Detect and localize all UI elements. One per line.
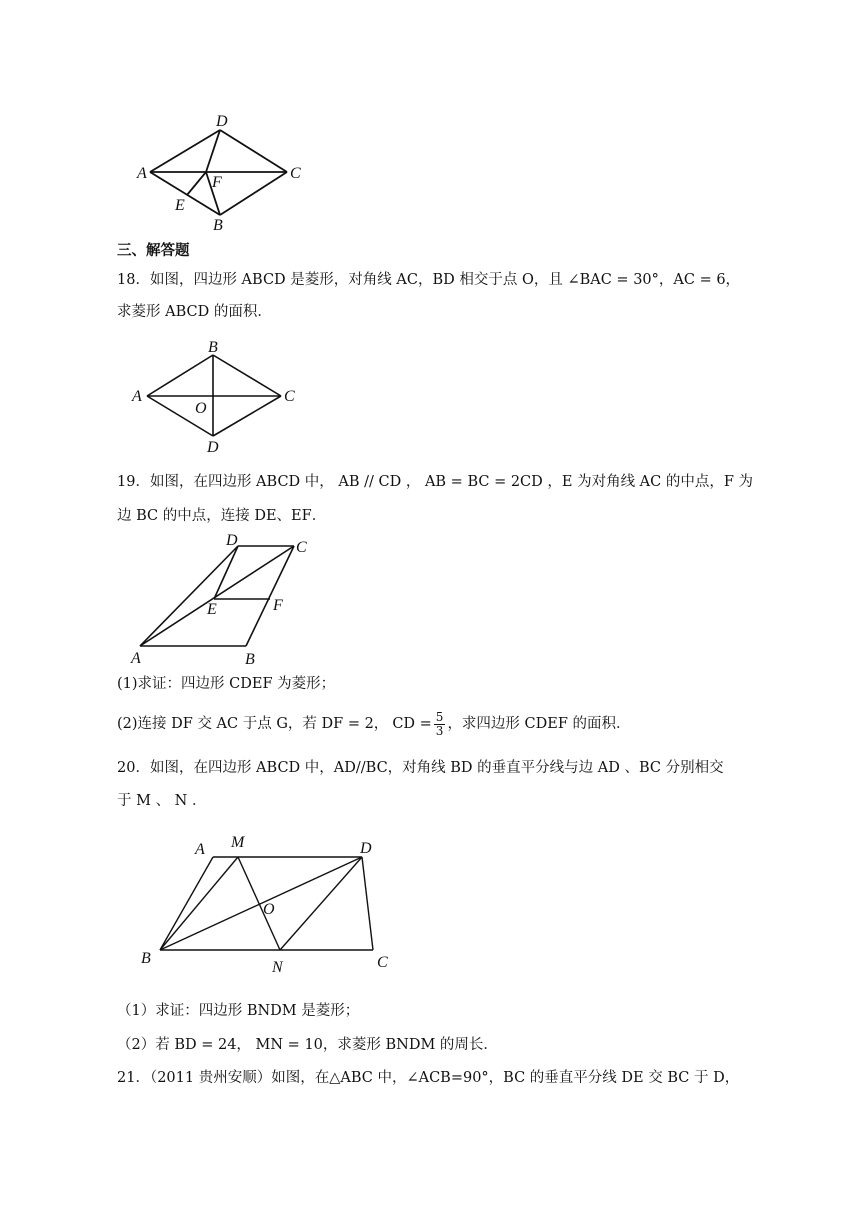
figure-q18: [128, 336, 306, 458]
figure-q20: [135, 826, 400, 976]
q18-line1: 18．如图，四边形 ABCD 是菱形，对角线 AC，BD 相交于点 O，且 ∠BAC = 30°，AC = 6，: [117, 272, 741, 288]
fig20-label-o: O: [263, 901, 275, 918]
fig20-label-m: M: [231, 834, 245, 851]
q19-part2-b: ，求四边形 CDEF 的面积．: [447, 716, 631, 732]
fig19-label-a: A: [131, 650, 141, 667]
fig18-label-o: O: [195, 400, 207, 417]
fig20-label-b: B: [141, 950, 151, 967]
q19-line1: 19．如图，在四边形 ABCD 中， AB // CD ， AB = BC = 2CD ，E 为对角线 AC 的中点，F 为: [117, 474, 754, 490]
fig18-label-a: A: [132, 388, 142, 405]
section-heading: 三、解答题: [117, 243, 190, 259]
q19-line2: 边 BC 的中点，连接 DE、EF．: [117, 508, 327, 524]
fig17-label-a: A: [137, 165, 147, 182]
fig19-label-b: B: [245, 651, 255, 668]
q20-line1: 20．如图，在四边形 ABCD 中，AD//BC，对角线 BD 的垂直平分线与边 AD 、BC 分别相交: [117, 760, 724, 776]
fig20-label-c: C: [377, 954, 388, 971]
q20-line2: 于 M 、 N ．: [117, 793, 207, 809]
fig17-label-f: F: [212, 174, 222, 191]
fraction-numerator: 5: [435, 709, 444, 724]
fig19-label-c: C: [296, 539, 307, 556]
q20-part2: （2）若 BD = 24， MN = 10，求菱形 BNDM 的周长．: [117, 1037, 498, 1053]
fig20-label-a: A: [195, 841, 205, 858]
figure-q17: [130, 108, 320, 233]
q20-part1: （1）求证：四边形 BNDM 是菱形；: [117, 1003, 360, 1019]
fig18-label-d: D: [207, 439, 219, 456]
fig17-label-c: C: [290, 165, 301, 182]
q19-part1: (1)求证：四边形 CDEF 为菱形；: [117, 676, 336, 692]
fig20-label-d: D: [360, 840, 372, 857]
fig19-label-e: E: [207, 601, 217, 618]
q21-line1: 21．（2011 贵州安顺）如图，在△ABC 中，∠ACB=90°，BC 的垂直平分线 DE 交 BC 于 D，: [117, 1070, 740, 1086]
q19-part2-cd: CD =: [392, 716, 432, 732]
fig19-label-d: D: [226, 532, 238, 549]
figure-q19: [128, 530, 320, 668]
q18-line2: 求菱形 ABCD 的面积．: [117, 304, 272, 320]
fig17-label-b: B: [213, 217, 223, 233]
fraction-5-3: [434, 711, 446, 738]
fig18-label-c: C: [284, 388, 295, 405]
fig17-label-e: E: [175, 197, 185, 214]
fig17-label-d: D: [216, 113, 228, 130]
fig20-label-n: N: [272, 959, 283, 976]
fig18-label-b: B: [208, 339, 218, 356]
q19-part2: [117, 706, 631, 742]
q19-part2-a: (2)连接 DF 交 AC 于点 G，若 DF = 2，: [117, 716, 389, 732]
fig19-label-f: F: [273, 597, 283, 614]
fraction-denominator: 3: [435, 723, 444, 738]
